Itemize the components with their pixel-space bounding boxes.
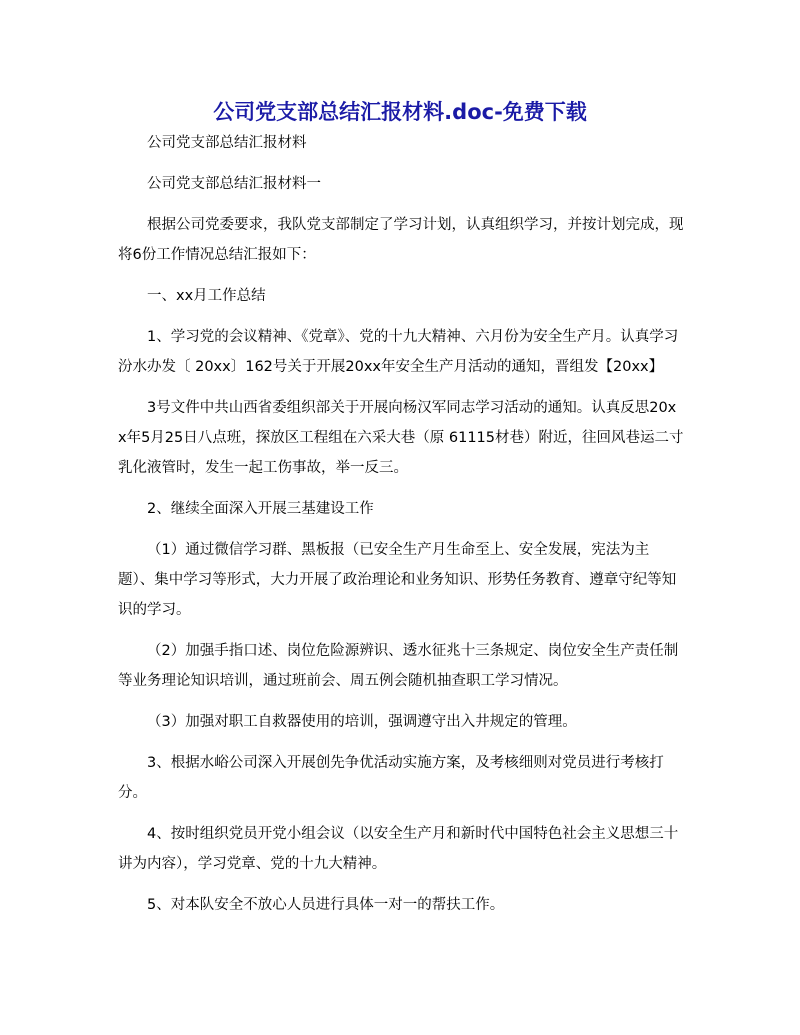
paragraph: 1、学习党的会议精神、《党章》、党的十九大精神、六月份为安全生产月。认真学习汾水办发〔 20xx〕162号关于开展20xx年安全生产月活动的通知，晋组发【20xx】 — [118, 329, 679, 375]
paragraph: （3）加强对职工自救器使用的培训，强调遵守出入井规定的管理。 — [147, 714, 577, 730]
paragraph: 2、继续全面深入开展三基建设工作 — [147, 501, 374, 517]
paragraph: 根据公司党委要求，我队党支部制定了学习计划，认真组织学习，并按计划完成，现将6份工作情况总结汇报如下： — [118, 217, 684, 263]
document-body — [118, 128, 684, 931]
paragraph: （2）加强手指口述、岗位危险源辨识、透水征兆十三条规定、岗位安全生产责任制等业务理论知识培训，通过班前会、周五例会随机抽查职工学习情况。 — [118, 643, 679, 689]
paragraph: 5、对本队安全不放心人员进行具体一对一的帮扶工作。 — [147, 897, 505, 913]
paragraph-section-heading: 一、xx月工作总结 — [147, 288, 266, 304]
paragraph: 3号文件中共山西省委组织部关于开展向杨汉军同志学习活动的通知。认真反思20xx年5月25日八点班，探放区工程组在六采大巷（原 61115材巷）附近，往回风巷运二寸乳化液管时，发生一起工伤事故，举一反三。 — [118, 400, 684, 476]
paragraph: 3、根据水峪公司深入开展创先争优活动实施方案，及考核细则对党员进行考核打分。 — [118, 755, 664, 801]
paragraph-heading: 公司党支部总结汇报材料 — [147, 135, 307, 151]
paragraph: 4、按时组织党员开党小组会议（以安全生产月和新时代中国特色社会主义思想三十讲为内容），学习党章、党的十九大精神。 — [118, 826, 679, 872]
document-title: 公司党支部总结汇报材料.doc-免费下载 — [213, 100, 587, 124]
paragraph: （1）通过微信学习群、黑板报（已安全生产月生命至上、安全发展，宪法为主题）、集中学习等形式，大力开展了政治理论和业务知识、形势任务教育、遵章守纪等知识的学习。 — [118, 542, 677, 618]
paragraph-subheading: 公司党支部总结汇报材料一 — [147, 176, 321, 192]
